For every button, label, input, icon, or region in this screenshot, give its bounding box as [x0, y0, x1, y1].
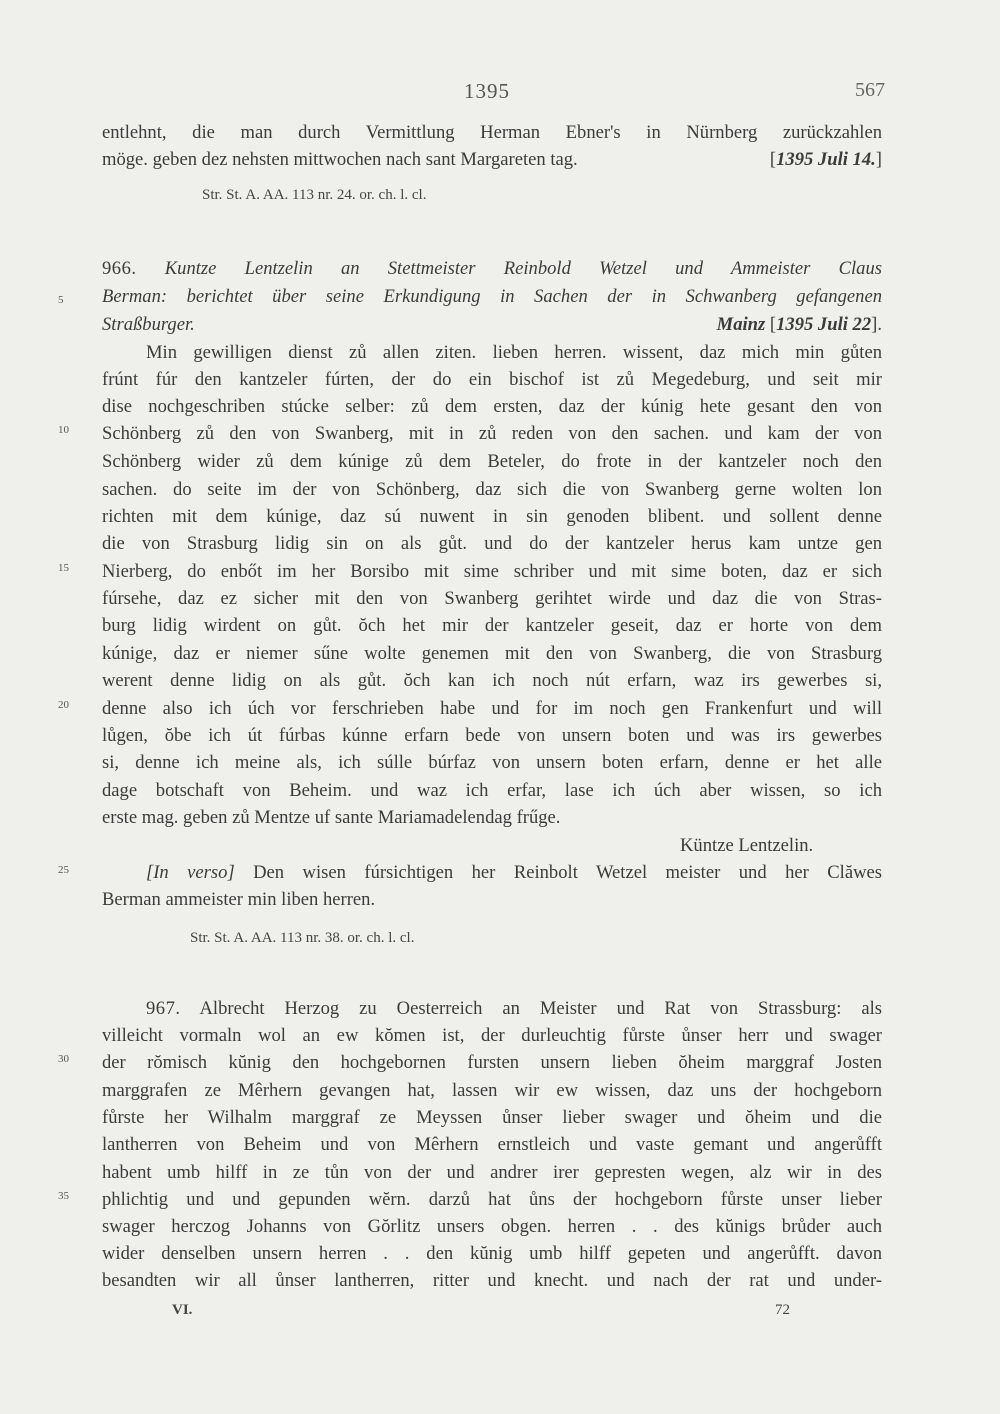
- line-number: 10: [58, 424, 69, 436]
- text-line: wider denselben unsern herren . . den kŭnig umb hilff gepeten und angerůfft. davon: [102, 1243, 882, 1264]
- text-line: Berman ammeister min liben herren.: [102, 889, 376, 910]
- text-line: villeicht vormaln wol an ew kŏmen ist, der durleuchtig fůrste ůnser herr und swager: [102, 1025, 882, 1046]
- text-line: marggrafen ze Mêrhern gevangen hat, lassen wir ew wissen, daz uns der hochgeborn: [102, 1080, 882, 1101]
- text-line: entlehnt, die man durch Vermittlung Herman Ebner's in Nürnberg zurückzahlen: [102, 122, 882, 143]
- text-line: erste mag. geben zů Mentze uf sante Mariamadelendag frűge.: [102, 807, 561, 828]
- line-number: 15: [58, 562, 69, 574]
- text-line: burg lidig wirdent on gůt. ŏch het mir der kantzeler geseit, daz er horte von dem: [102, 615, 882, 636]
- document-number: 966.: [102, 258, 137, 279]
- text-line: si, denne ich meine als, ich súlle búrfaz von unsern boten erfarn, denne er het alle: [102, 752, 882, 773]
- text-line: kúnige, daz er niemer sűne wolte genemen mit den von Swanberg, die von Strasburg: [102, 643, 882, 664]
- text-line: dise nochgeschriben stúcke selber: zů dem ersten, daz der kúnig hete gesant den von: [102, 396, 882, 417]
- address-text: Den wisen fúrsichtigen her Reinbolt Wetzel meister und her Clăwes: [234, 862, 882, 883]
- text-line: fůrste her Wilhalm marggraf ze Meyssen ůnser lieber swager und ŏheim und die: [102, 1107, 882, 1128]
- text-line: Min gewilligen dienst zů allen ziten. lieben herren. wissent, daz mich min gůten: [146, 342, 882, 363]
- sheet-signature: 72: [775, 1302, 790, 1318]
- text-line: werent denne lidig on als gůt. ŏch kan ich noch nút erfarn, waz irs gewerbes si,: [102, 670, 882, 691]
- running-year: 1395: [464, 79, 510, 103]
- text-line: frúnt fúr den kantzeler fúrten, der do ein bischof ist zů Megedeburg, und seit mir: [102, 369, 882, 390]
- text-line: lantherren von Beheim und von Mêrhern ernstleich und vaste gemant und angerůfft: [102, 1134, 882, 1155]
- line-number: 20: [58, 699, 69, 711]
- regest-line: [102, 312, 882, 338]
- text-line: die von Strasburg lidig sin on als gůt. und do der kantzeler herus kam untze gen: [102, 533, 882, 554]
- regest-text: Straßburger.: [102, 314, 195, 335]
- text-line: swager herczog Johanns von Gŏrlitz unsers obgen. herren . . des kŭnigs brůder auch: [102, 1216, 882, 1237]
- bracket-close: ].: [871, 314, 882, 335]
- text-line: [102, 147, 882, 173]
- text-line: richten mit dem kúnige, daz sú nuwent in sin genoden blibent. und sollent denne: [102, 506, 882, 527]
- text-line: besandten wir all ůnser lantherren, ritter und knecht. und nach der rat und under-: [102, 1270, 882, 1291]
- text-line: [146, 860, 882, 886]
- source-reference: Str. St. A. AA. 113 nr. 38. or. ch. l. cl.: [190, 930, 415, 946]
- line-number: 25: [58, 864, 69, 876]
- text-line: [146, 996, 882, 1022]
- source-reference: Str. St. A. AA. 113 nr. 24. or. ch. l. cl.: [202, 187, 427, 203]
- date-bracket: [770, 147, 882, 173]
- document-date: 1395 Juli 14.: [776, 149, 876, 170]
- regest-line: [102, 256, 882, 282]
- text-segment: möge. geben dez nehsten mittwochen nach sant Margareten tag.: [102, 149, 578, 170]
- signature: Küntze Lentzelin.: [680, 835, 814, 856]
- date-bracket: [717, 312, 882, 338]
- volume-signature: VI.: [172, 1302, 193, 1318]
- regest-text: Kuntze Lentzelin an Stettmeister Reinbold Wetzel und Ammeister Claus: [164, 258, 882, 279]
- page-number: 567: [855, 79, 885, 101]
- line-number: 30: [58, 1053, 69, 1065]
- line-number: 35: [58, 1190, 69, 1202]
- verso-note: [In verso]: [146, 862, 235, 883]
- text-line: phlichtig und und gepunden wĕrn. darzů hat ůns der hochgeborn fůrste unser lieber: [102, 1189, 882, 1210]
- running-header: [0, 79, 1000, 109]
- text-line: der rŏmisch kŭnig den hochgebornen fursten unsern lieben ŏheim marggraf Josten: [102, 1052, 882, 1073]
- bracket-open: [: [769, 149, 777, 170]
- text-line: lůgen, ŏbe ich út fúrbas kúnne erfarn bede von unsern boten und was irs gewerbes: [102, 725, 882, 746]
- text-line: denne also ich úch vor ferschrieben habe und for im noch gen Frankenfurt und will: [102, 698, 882, 719]
- text-line: Schönberg wider zů dem kúnige zů dem Beteler, do frote in der kantzeler noch den: [102, 451, 882, 472]
- regest-line: Berman: berichtet über seine Erkundigung in Sachen der in Schwanberg gefangenen: [102, 286, 882, 307]
- text-line: sachen. do seite im der von Schönberg, daz sich die von Swanberg gerne wolten lon: [102, 479, 882, 500]
- bracket-open: [: [769, 314, 777, 335]
- text-line: dage botschaft von Beheim. und waz ich erfar, lase ich úch aber wissen, so ich: [102, 780, 882, 801]
- text-line: Nierberg, do enbőt im her Borsibo mit sime schriber und mit sime boten, daz er sich: [102, 561, 882, 582]
- place: Mainz: [716, 314, 766, 335]
- bracket-close: ]: [875, 149, 882, 170]
- text-line: fúrsehe, daz ez sicher mit den von Swanberg gerihtet wirde und daz die von Stras-: [102, 588, 882, 609]
- text-line: Schönberg zů den von Swanberg, mit in zů reden von den sachen. und kam der von: [102, 423, 882, 444]
- document-number: 967.: [146, 998, 181, 1019]
- text-line: habent umb hilff in ze tůn von der und andrer irer gepresten wegen, alz wir in des: [102, 1162, 882, 1183]
- line-number: 5: [58, 294, 64, 306]
- document-date: 1395 Juli 22: [776, 314, 872, 335]
- text-segment: Albrecht Herzog zu Oesterreich an Meister und Rat von Strassburg: als: [199, 998, 882, 1019]
